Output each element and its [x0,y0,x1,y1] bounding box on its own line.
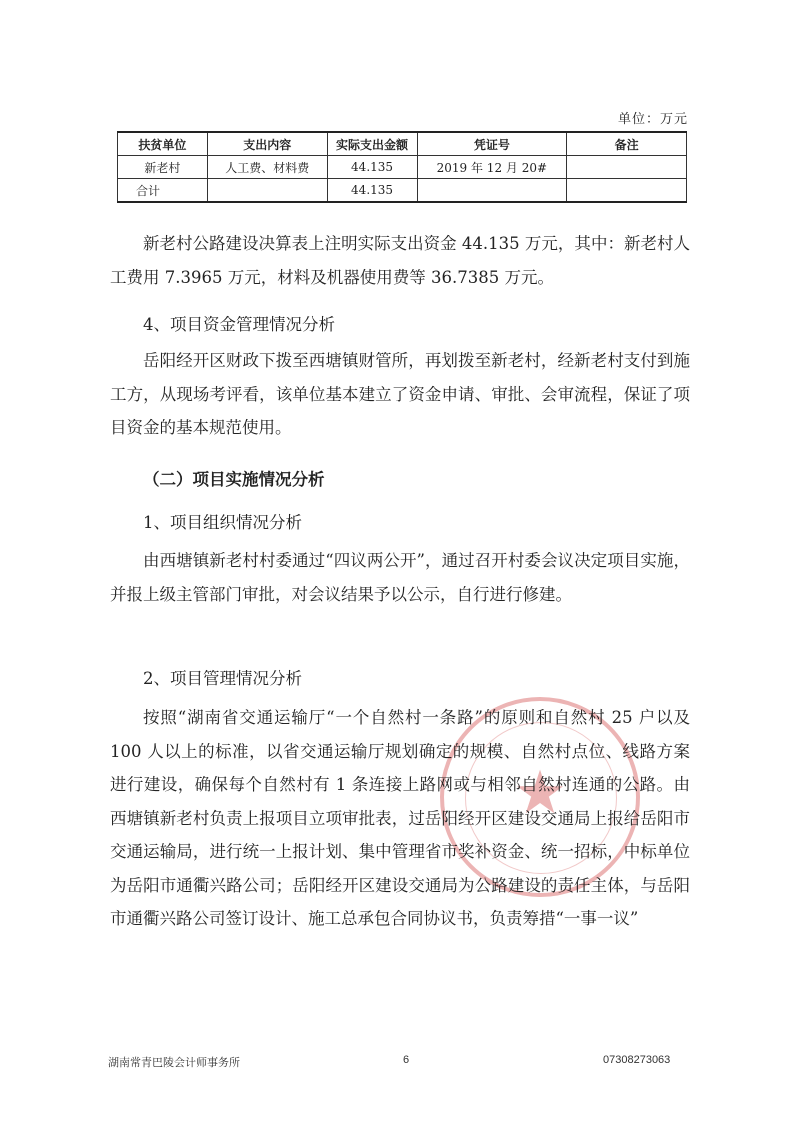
table-cell [567,179,687,203]
expense-table [117,131,687,203]
paragraph: 由西塘镇新老村村委通过“四议两公开”，通过召开村委会议决定项目实施，并报上级主管部门审批，对会议结果予以公示，自行进行修建。 [110,551,690,604]
table-header-row [118,132,687,156]
table-cell [417,179,567,203]
table-cell: 44.135 [327,156,417,179]
table-cell: 2019 年 12 月 20# [417,156,567,179]
footer-page-number: 6 [403,1054,410,1066]
table-header-cell: 支出内容 [207,132,327,156]
section-heading: 1、项目组织情况分析 [143,513,302,532]
table-cell: 新老村 [118,156,208,179]
section-heading: 4、项目资金管理情况分析 [143,315,335,334]
table-cell: 44.135 [327,179,417,203]
table-header-cell: 备注 [567,132,687,156]
section-heading: （二）项目实施情况分析 [143,470,325,489]
paragraph: 新老村公路建设决算表上注明实际支出资金 44.135 万元，其中：新老村人工费用 7.3965 万元，材料及机器使用费等 36.7385 万元。 [110,234,690,287]
paragraph: 按照“湖南省交通运输厅“一个自然村一条路”的原则和自然村 25 户以及 100 人以上的标准，以省交通运输厅规划确定的规模、自然村点位、线路方案进行建设，确保每个自然村有 1 条连接上路网或与相邻自然村连通的公路。由西塘镇新老村负责上报项目立项审批表，过岳阳经开区建设交通局上报给岳阳市交通运输局，进行统一上报计划、集中管理省市奖补资金、统一招标，中标单位为岳阳市通衢兴路公司；岳阳经开区建设交通局为公路建设的责任主体，与岳阳市通衢兴路公司签订设计、施工总承包合同协议书，负责筹措“一事一议” [110,708,690,928]
table-header-cell: 凭证号 [417,132,567,156]
table-cell: 人工费、材料费 [207,156,327,179]
table-cell [207,179,327,203]
star-icon: ★ [513,758,567,828]
paragraph: 岳阳经开区财政下拨至西塘镇财管所，再划拨至新老村，经新老村支付到施工方，从现场考评看，该单位基本建立了资金申请、审批、会审流程，保证了项目资金的基本规范使用。 [110,351,690,437]
table-header-cell: 实际支出金额 [327,132,417,156]
footer-phone: 07308273063 [603,1054,671,1066]
unit-label: 单位：万元 [617,112,688,127]
footer-firm-name: 湖南常青巴陵会计师事务所 [108,1057,240,1069]
table-total-row [118,179,687,203]
table-cell [567,156,687,179]
table-row [118,156,687,179]
table-cell: 合计 [118,179,208,203]
table-header-cell: 扶贫单位 [118,132,208,156]
section-heading: 2、项目管理情况分析 [143,669,302,688]
